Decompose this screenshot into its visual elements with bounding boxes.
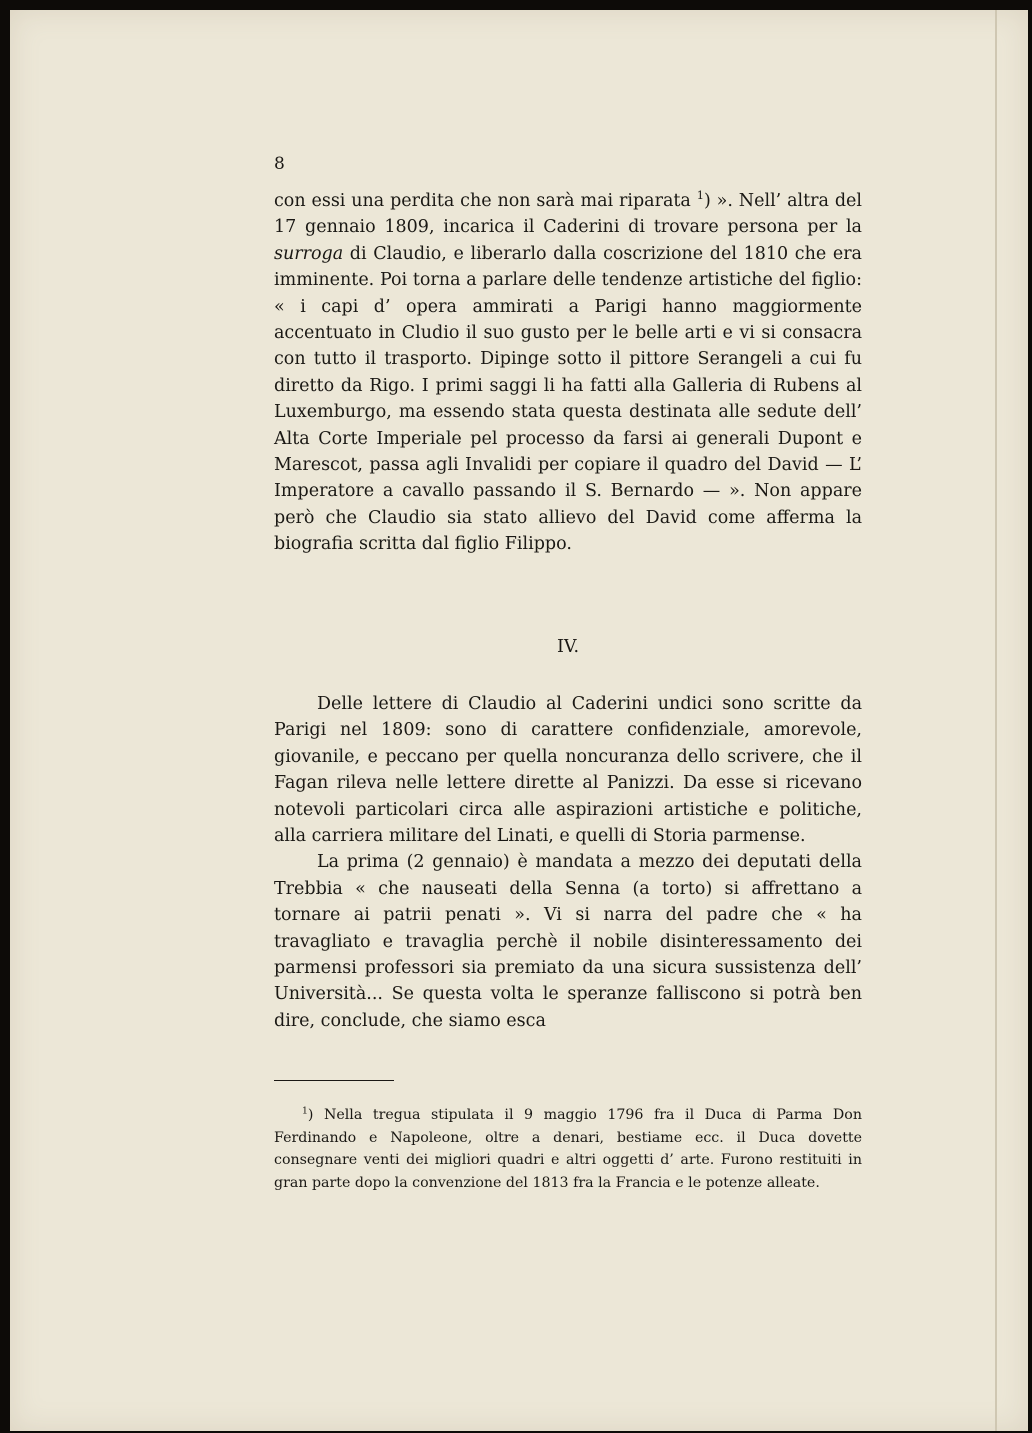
footnote-divider	[274, 1080, 394, 1081]
paragraph: La prima (2 gennaio) è mandata a mezzo dei deputati della Trebbia « che nauseati della Senna (a torto) si affrettano a tornare ai patrii penati ». Vi si narra del padre che « ha travagliato e travaglia perchè il nobile disinteressamento dei parmensi professori sia premiato da una sicura sussistenza dell’ Università... Se questa volta le speranze falliscono si potrà ben dire, conclude, che siamo esca	[274, 852, 862, 1031]
paragraph-start: con essi una perdita che non sarà mai riparata	[274, 191, 691, 211]
footnote-ref: 1	[696, 188, 704, 203]
paragraph	[274, 188, 862, 558]
continued-paragraph	[274, 188, 862, 558]
footnote-marker: 1	[302, 1105, 308, 1117]
italic-term: surroga	[274, 243, 344, 264]
page-edge-line	[995, 10, 997, 1431]
page-number: 8	[274, 154, 285, 174]
paragraph: Delle lettere di Claudio al Caderini undici sono scritte da Parigi nel 1809: sono di carattere confidenziale, amorevole, giovanile, e peccano per quella noncuranza dello scrivere, che il Fagan rileva nelle lettere dirette al Panizzi. Da esse si ricevano notevoli particolari circa alle aspirazioni artistiche e politiche, alla carriera militare del Linati, e quelli di Storia parmense.	[274, 694, 862, 847]
paragraph-text: di Claudio, e liberarlo dalla coscrizione del 1810 che era imminente. Poi torna a parlare delle tendenze artistiche del figlio: « i capi d’ opera ammirati a Parigi hanno maggiormente accentuato in Cludio il suo gusto per le belle arti e vi si consacra con tutto il trasporto. Dipinge sotto il pittore Serangeli a cui fu diretto da Rigo. I primi saggi li ha fatti alla Galleria di Rubens al Luxemburgo, ma essendo stata questa destinata alle sedute dell’ Alta Corte Imperiale pel processo da farsi ai generali Dupont e Marescot, passa agli Invalidi per copiare il quadro del David — L’ Imperatore a cavallo passando il S. Bernardo — ». Non appare però che Claudio sia stato allievo del David come afferma la biografia scritta dal figlio Filippo.	[274, 243, 862, 555]
footnote-text: ) Nella tregua stipulata il 9 maggio 1796 fra il Duca di Parma Don Ferdinando e Napoleone, oltre a denari, bestiame ecc. il Duca dovette consegnare venti dei migliori quadri e altri oggetti d’ arte. Furono restituiti in gran parte dopo la convenzione del 1813 fra la Francia e le potenze alleate.	[274, 1107, 862, 1191]
section-body	[274, 691, 862, 1034]
section-heading: IV.	[556, 637, 580, 657]
paragraph-text: ) ». Nell’ altra del 17 gennaio 1809, incarica il Caderini di trovare persona per la	[274, 191, 862, 238]
footnote	[274, 1104, 862, 1194]
